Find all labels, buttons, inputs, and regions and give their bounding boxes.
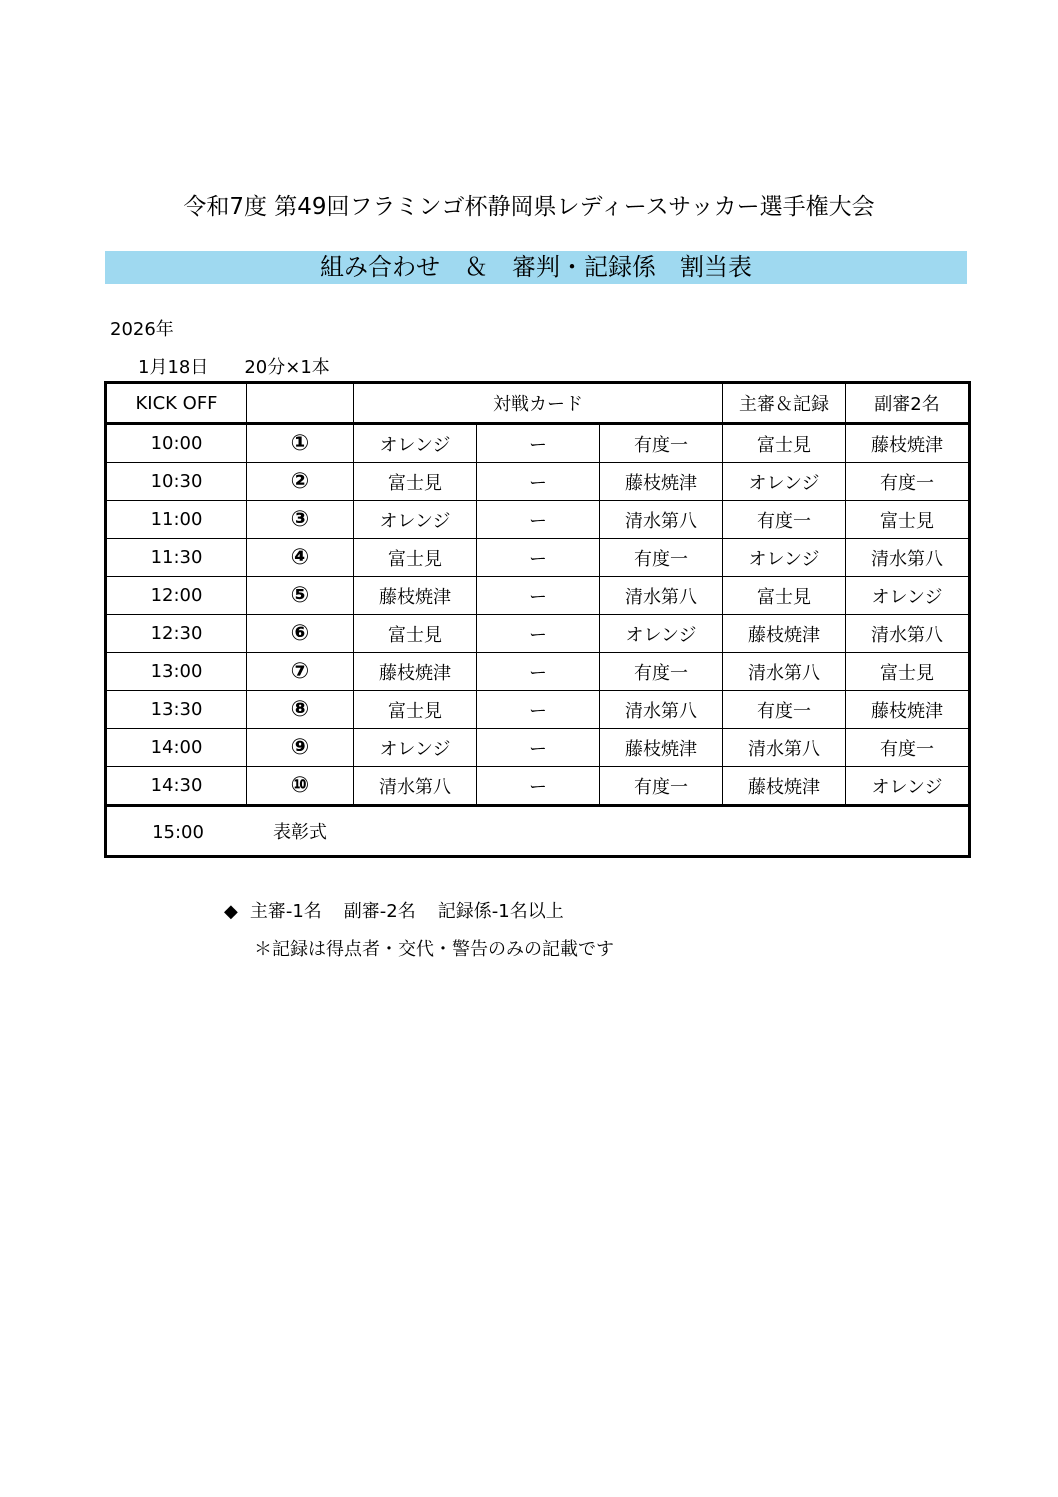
ceremony-cell xyxy=(106,806,970,857)
assistant-team: 清水第八 xyxy=(846,615,970,653)
kickoff-time: 13:00 xyxy=(106,653,247,691)
referee-team: オレンジ xyxy=(723,463,846,501)
table-row xyxy=(106,653,970,691)
match-number: ④ xyxy=(247,539,354,577)
match-number: ⑤ xyxy=(247,577,354,615)
table-row xyxy=(106,615,970,653)
header-assistant: 副審2名 xyxy=(846,383,970,424)
ceremony-time: 15:00 xyxy=(152,822,204,843)
table-row xyxy=(106,577,970,615)
table-row xyxy=(106,729,970,767)
assistant-team: 有度一 xyxy=(846,729,970,767)
table-row xyxy=(106,691,970,729)
home-team: 富士見 xyxy=(354,463,477,501)
away-team: 有度一 xyxy=(600,767,723,806)
match-number: ⑨ xyxy=(247,729,354,767)
match-number: ③ xyxy=(247,501,354,539)
away-team: 有度一 xyxy=(600,539,723,577)
header-kickoff: KICK OFF xyxy=(106,383,247,424)
match-number: ⑧ xyxy=(247,691,354,729)
referee-team: 藤枝焼津 xyxy=(723,615,846,653)
match-number: ⑥ xyxy=(247,615,354,653)
home-team: 富士見 xyxy=(354,615,477,653)
schedule-table xyxy=(104,381,971,858)
referee-team: 有度一 xyxy=(723,501,846,539)
record-remark: ＊記録は得点者・交代・警告のみの記載です xyxy=(254,939,614,960)
match-number: ⑦ xyxy=(247,653,354,691)
ceremony-label: 表彰式 xyxy=(273,822,327,843)
diamond-bullet-icon: ◆ xyxy=(224,901,238,922)
vs-separator: ー xyxy=(477,424,600,463)
referee-team: オレンジ xyxy=(723,539,846,577)
home-team: オレンジ xyxy=(354,729,477,767)
table-row xyxy=(106,424,970,463)
match-number: ⑩ xyxy=(247,767,354,806)
assistant-team: 富士見 xyxy=(846,501,970,539)
document-title: 令和7度 第49回フラミンゴ杯静岡県レディースサッカー選手権大会 xyxy=(183,194,875,220)
away-team: 清水第八 xyxy=(600,577,723,615)
referee-team: 藤枝焼津 xyxy=(723,767,846,806)
home-team: 藤枝焼津 xyxy=(354,577,477,615)
note-recorder: 記録係-1名以上 xyxy=(437,901,564,922)
table-row xyxy=(106,501,970,539)
match-number: ② xyxy=(247,463,354,501)
format-label: 20分×1本 xyxy=(244,357,330,378)
referee-team: 富士見 xyxy=(723,577,846,615)
vs-separator: ー xyxy=(477,615,600,653)
table-row xyxy=(106,767,970,806)
referee-team: 富士見 xyxy=(723,424,846,463)
table-row xyxy=(106,463,970,501)
away-team: 有度一 xyxy=(600,424,723,463)
home-team: オレンジ xyxy=(354,424,477,463)
vs-separator: ー xyxy=(477,691,600,729)
table-row xyxy=(106,539,970,577)
referee-team: 有度一 xyxy=(723,691,846,729)
referee-team: 清水第八 xyxy=(723,729,846,767)
away-team: 清水第八 xyxy=(600,501,723,539)
date-label: 1月18日 xyxy=(138,357,209,378)
table-header-row xyxy=(106,383,970,424)
header-card: 対戦カード xyxy=(354,383,723,424)
away-team: 藤枝焼津 xyxy=(600,463,723,501)
home-team: 清水第八 xyxy=(354,767,477,806)
ceremony-row xyxy=(106,806,970,857)
note-referee: 主審-1名 xyxy=(249,901,322,922)
kickoff-time: 13:30 xyxy=(106,691,247,729)
away-team: 有度一 xyxy=(600,653,723,691)
kickoff-time: 14:30 xyxy=(106,767,247,806)
vs-separator: ー xyxy=(477,729,600,767)
vs-separator: ー xyxy=(477,653,600,691)
assistant-team: オレンジ xyxy=(846,577,970,615)
note-assistant: 副審-2名 xyxy=(343,901,416,922)
vs-separator: ー xyxy=(477,767,600,806)
kickoff-time: 14:00 xyxy=(106,729,247,767)
vs-separator: ー xyxy=(477,539,600,577)
kickoff-time: 11:00 xyxy=(106,501,247,539)
assistant-team: オレンジ xyxy=(846,767,970,806)
away-team: オレンジ xyxy=(600,615,723,653)
kickoff-time: 12:00 xyxy=(106,577,247,615)
kickoff-time: 10:00 xyxy=(106,424,247,463)
header-referee: 主審＆記録 xyxy=(723,383,846,424)
date-line xyxy=(138,353,366,379)
assistant-team: 藤枝焼津 xyxy=(846,424,970,463)
referee-team: 清水第八 xyxy=(723,653,846,691)
table-banner: 組み合わせ ＆ 審判・記録係 割当表 xyxy=(105,251,967,284)
kickoff-time: 10:30 xyxy=(106,463,247,501)
home-team: オレンジ xyxy=(354,501,477,539)
year-label: 2026年 xyxy=(110,319,174,340)
assistant-team: 藤枝焼津 xyxy=(846,691,970,729)
home-team: 富士見 xyxy=(354,691,477,729)
match-number: ① xyxy=(247,424,354,463)
kickoff-time: 11:30 xyxy=(106,539,247,577)
vs-separator: ー xyxy=(477,463,600,501)
assistant-team: 清水第八 xyxy=(846,539,970,577)
assistant-team: 富士見 xyxy=(846,653,970,691)
away-team: 清水第八 xyxy=(600,691,723,729)
staffing-note xyxy=(224,897,564,923)
kickoff-time: 12:30 xyxy=(106,615,247,653)
vs-separator: ー xyxy=(477,501,600,539)
away-team: 藤枝焼津 xyxy=(600,729,723,767)
home-team: 富士見 xyxy=(354,539,477,577)
vs-separator: ー xyxy=(477,577,600,615)
header-match-no xyxy=(247,383,354,424)
home-team: 藤枝焼津 xyxy=(354,653,477,691)
assistant-team: 有度一 xyxy=(846,463,970,501)
